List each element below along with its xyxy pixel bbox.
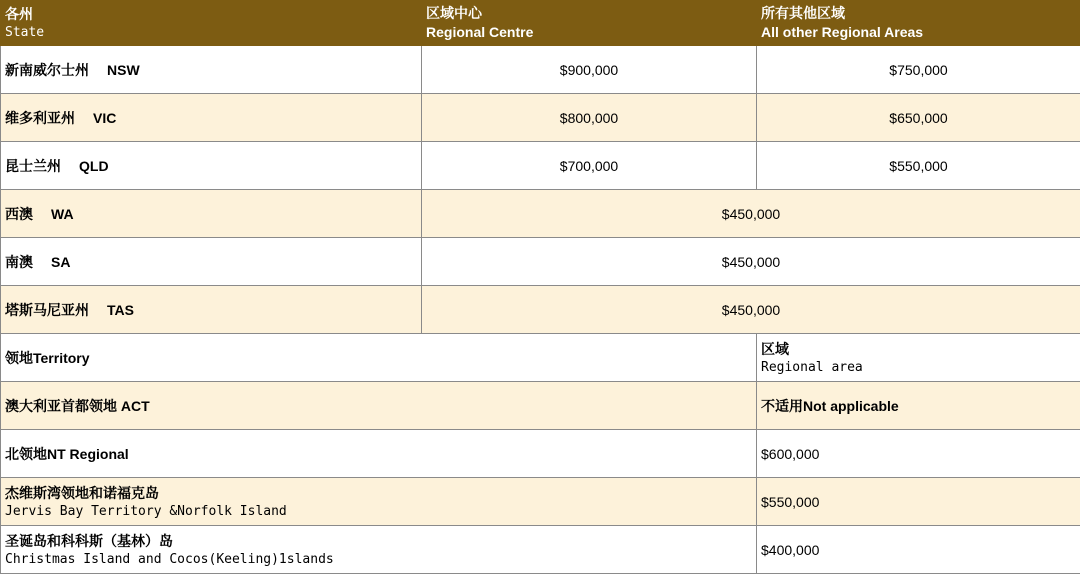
state-cell	[1, 142, 422, 190]
header-other-regional	[757, 1, 1080, 46]
table-row	[1, 382, 1080, 430]
state-name-cn: 塔斯马尼亚州	[5, 302, 89, 318]
state-cell	[1, 94, 422, 142]
header-other-regional-cn: 所有其他区域	[761, 5, 1076, 23]
territory-value: 不适用Not applicable	[757, 382, 1080, 430]
header-state	[1, 1, 422, 46]
state-name-cn: 西澳	[5, 206, 33, 222]
state-name-cn: 新南威尔士州	[5, 62, 89, 78]
merged-value: $450,000	[422, 286, 1080, 334]
header-state-cn: 各州	[5, 6, 417, 24]
state-code: WA	[51, 206, 74, 222]
territory-name	[1, 526, 757, 574]
state-code: SA	[51, 254, 70, 270]
regional-centre-value: $800,000	[422, 94, 757, 142]
state-cell	[1, 238, 422, 286]
state-cell	[1, 46, 422, 94]
table-row	[1, 238, 1080, 286]
territory-header-row	[1, 334, 1080, 382]
territory-name-cn: 圣诞岛和科科斯（基林）岛	[5, 531, 752, 551]
territory-name: 澳大利亚首都领地 ACT	[1, 382, 757, 430]
other-regional-value: $650,000	[757, 94, 1080, 142]
territory-name: 北领地NT Regional	[1, 430, 757, 478]
table-row	[1, 94, 1080, 142]
state-code: QLD	[79, 158, 109, 174]
header-regional-centre-cn: 区域中心	[426, 5, 752, 23]
territory-value: $600,000	[757, 430, 1080, 478]
state-code: VIC	[93, 110, 116, 126]
regional-centre-value: $900,000	[422, 46, 757, 94]
table-row	[1, 430, 1080, 478]
header-regional-centre	[422, 1, 757, 46]
state-name-cn: 南澳	[5, 254, 33, 270]
territory-name-cn: 杰维斯湾领地和诺福克岛	[5, 483, 752, 503]
regional-centre-value: $700,000	[422, 142, 757, 190]
state-name-cn: 维多利亚州	[5, 110, 75, 126]
territory-col-en: Regional area	[761, 359, 1076, 376]
table-row	[1, 286, 1080, 334]
table-row	[1, 142, 1080, 190]
merged-value: $450,000	[422, 238, 1080, 286]
header-other-regional-en: All other Regional Areas	[761, 23, 1076, 41]
territory-name-en: Jervis Bay Territory &Norfolk Island	[5, 503, 752, 520]
territory-col-cn: 区域	[761, 339, 1076, 359]
table-header-row	[1, 1, 1080, 46]
state-code: NSW	[107, 62, 140, 78]
territory-value: $400,000	[757, 526, 1080, 574]
territory-regional-area-header	[757, 334, 1080, 382]
state-code: TAS	[107, 302, 134, 318]
territory-label: 领地Territory	[1, 334, 757, 382]
table-row	[1, 526, 1080, 574]
state-cell	[1, 286, 422, 334]
table-row	[1, 478, 1080, 526]
territory-name-en: Christmas Island and Cocos(Keeling)1slands	[5, 551, 752, 568]
territory-name	[1, 478, 757, 526]
other-regional-value: $550,000	[757, 142, 1080, 190]
territory-value: $550,000	[757, 478, 1080, 526]
merged-value: $450,000	[422, 190, 1080, 238]
state-name-cn: 昆士兰州	[5, 158, 61, 174]
table-row	[1, 46, 1080, 94]
other-regional-value: $750,000	[757, 46, 1080, 94]
table-row	[1, 190, 1080, 238]
header-state-en: State	[5, 24, 417, 41]
state-cell	[1, 190, 422, 238]
header-regional-centre-en: Regional Centre	[426, 23, 752, 41]
